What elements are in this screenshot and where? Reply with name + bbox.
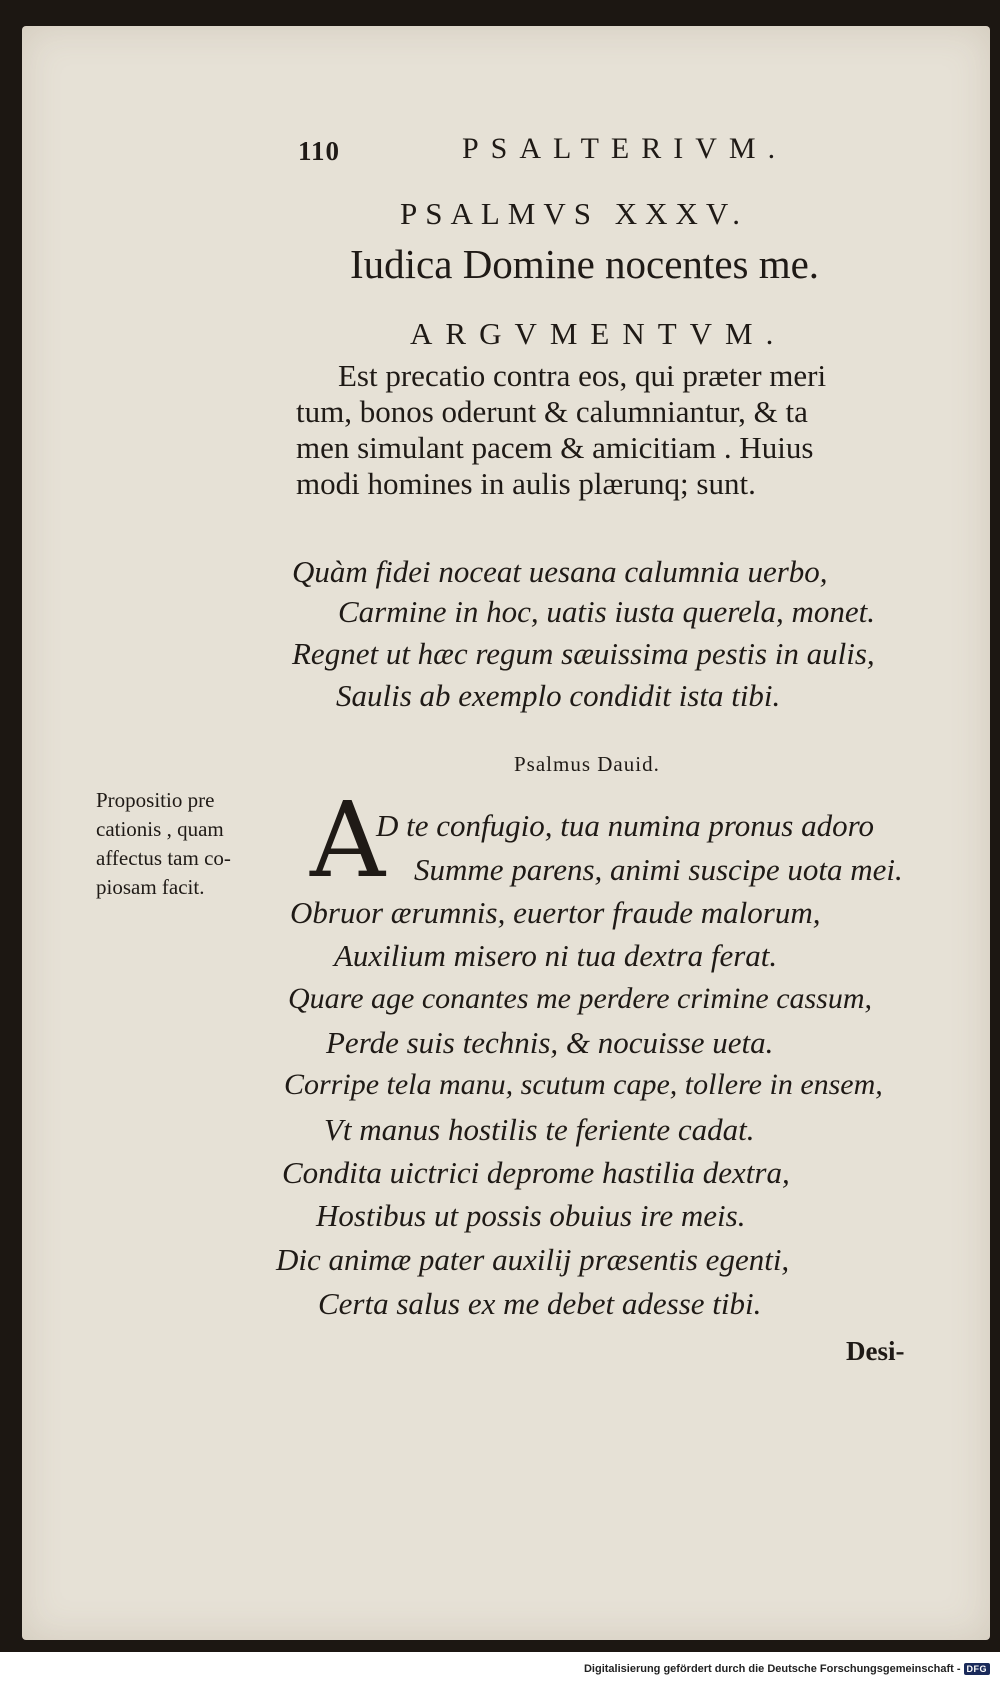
epigram-line: Carmine in hoc, uatis iusta querela, monet. bbox=[338, 594, 876, 629]
verse-line: Obruor ærumnis, euertor fraude malorum, bbox=[290, 895, 821, 930]
psalm-number: PSALMVS XXXV. bbox=[400, 196, 749, 231]
margin-note-line: Propositio pre bbox=[96, 788, 215, 812]
running-head: PSALTERIVM. bbox=[462, 132, 788, 165]
epigram-line: Quàm fidei noceat uesana calumnia uerbo, bbox=[292, 554, 828, 589]
verse-line: Dic animæ pater auxilij præsentis egenti, bbox=[276, 1242, 790, 1277]
margin-note-line: cationis , quam bbox=[96, 817, 224, 841]
verse-line: Vt manus hostilis te feriente cadat. bbox=[324, 1112, 755, 1147]
verse-line: Corripe tela manu, scutum cape, tollere in ensem, bbox=[284, 1068, 883, 1101]
margin-note-line: affectus tam co- bbox=[96, 846, 231, 870]
drop-cap: A bbox=[310, 779, 386, 901]
psalm-subtitle: Psalmus Dauid. bbox=[514, 752, 660, 776]
argument-heading: ARGVMENTVM. bbox=[410, 316, 787, 351]
epigram-line: Regnet ut hæc regum sæuissima pestis in aulis, bbox=[292, 636, 875, 671]
psalm-incipit: Iudica Domine nocentes me. bbox=[350, 241, 820, 287]
argument-line: tum, bonos oderunt & calumniantur, & ta bbox=[296, 394, 808, 429]
verse-line: Condita uictrici deprome hastilia dextra, bbox=[282, 1155, 790, 1190]
credit-text: Digitalisierung gefördert durch die Deutsche Forschungsgemeinschaft - bbox=[583, 1663, 961, 1675]
catchword: Desi- bbox=[846, 1336, 905, 1366]
digitization-credit bbox=[584, 1663, 990, 1675]
verse-line: Hostibus ut possis obuius ire meis. bbox=[316, 1198, 746, 1233]
verse-line: Perde suis technis, & nocuisse ueta. bbox=[326, 1025, 774, 1060]
dfg-logo: DFG bbox=[964, 1663, 991, 1675]
verse-line: Summe parens, animi suscipe uota mei. bbox=[414, 852, 903, 887]
argument-line: Est precatio contra eos, qui præter meri bbox=[338, 358, 827, 393]
verse-line: Auxilium misero ni tua dextra ferat. bbox=[334, 938, 778, 973]
margin-note-line: piosam facit. bbox=[96, 875, 205, 899]
argument-line: modi homines in aulis plærunq; sunt. bbox=[296, 466, 756, 501]
page-number: 110 bbox=[298, 136, 341, 166]
verse-line: Quare age conantes me perdere crimine cassum, bbox=[288, 982, 873, 1015]
argument-line: men simulant pacem & amicitiam . Huius bbox=[296, 430, 814, 465]
verse-line: D te confugio, tua numina pronus adoro bbox=[376, 808, 874, 843]
verse-line: Certa salus ex me debet adesse tibi. bbox=[318, 1286, 762, 1321]
epigram-line: Saulis ab exemplo condidit ista tibi. bbox=[336, 678, 781, 713]
